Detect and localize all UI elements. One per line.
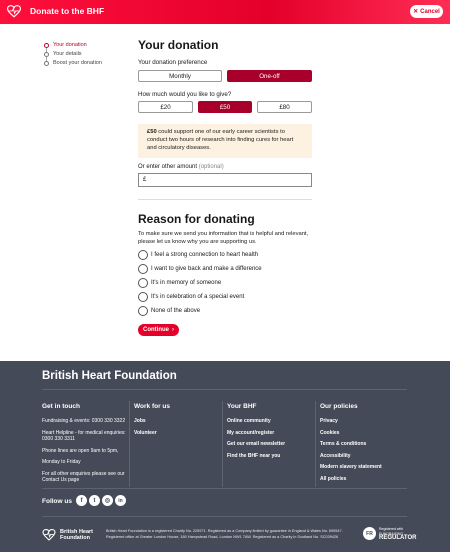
fundraising-regulator-badge[interactable] — [363, 527, 416, 541]
footer-link-all-policies[interactable]: All policies — [320, 475, 347, 482]
radio-button[interactable] — [138, 306, 148, 316]
amount-question: How much would you like to give? — [138, 91, 232, 98]
progress-steps — [44, 42, 102, 69]
twitter-icon[interactable]: t — [89, 495, 100, 506]
radio-button[interactable] — [138, 264, 148, 274]
amount-80-button[interactable]: £80 — [257, 101, 312, 113]
reason-option-memory[interactable] — [138, 277, 221, 288]
radio-button[interactable] — [138, 278, 148, 288]
step-boost-donation — [44, 60, 102, 69]
follow-us-label: Follow us — [42, 498, 72, 505]
cancel-label: Cancel — [420, 8, 440, 15]
footer-link-cookies[interactable]: Cookies — [320, 429, 340, 436]
footer-link-modern-slavery[interactable]: Modern slavery statement — [320, 464, 382, 470]
footer-col-policies — [320, 403, 410, 487]
option-label: It's in celebration of a special event — [151, 293, 245, 300]
continue-label: Continue — [143, 327, 169, 333]
option-label: I want to give back and make a difference — [151, 265, 262, 272]
reason-title: Reason for donating — [138, 212, 255, 226]
impact-text: could support one of our early career scientists to conduct two hours of research into finding cures for heart and circulatory diseases. — [147, 129, 294, 151]
other-amount-text: Or enter other amount — [138, 164, 198, 170]
step-dot-icon — [44, 52, 49, 57]
bhf-logo-icon[interactable] — [42, 529, 56, 541]
footer-divider — [42, 488, 407, 489]
footer-col-heading: Your BHF — [227, 403, 257, 410]
reason-option-give-back[interactable] — [138, 263, 262, 274]
regulator-text — [379, 527, 416, 541]
step-label: Your details — [53, 51, 82, 57]
linkedin-icon[interactable]: in — [115, 495, 126, 506]
impact-info-box — [138, 124, 312, 158]
option-label: None of the above — [151, 307, 201, 314]
footer-text: Heart Helpline - for medical enquiries: 0300 330 3311 — [42, 429, 126, 442]
footer-logo-text: British Heart Foundation — [60, 529, 94, 541]
preference-monthly-button[interactable]: Monthly — [138, 70, 222, 82]
footer-col-separator — [129, 401, 130, 487]
step-dot-icon — [44, 61, 49, 66]
footer-link-terms[interactable]: Terms & conditions — [320, 441, 367, 447]
cancel-button[interactable] — [410, 5, 443, 18]
regulator-small-text: Registered with — [379, 527, 404, 531]
step-your-donation — [44, 42, 102, 51]
radio-button[interactable] — [138, 250, 148, 260]
footer-text: Monday to Friday — [42, 459, 81, 465]
footer-title: British Heart Foundation — [42, 370, 177, 382]
footer-link-volunteer[interactable]: Volunteer — [134, 429, 157, 436]
footer-link-my-account[interactable]: My account/register — [227, 429, 275, 436]
heart-logo-icon[interactable] — [7, 5, 21, 18]
footer-col-separator — [315, 401, 316, 487]
radio-button[interactable] — [138, 292, 148, 302]
continue-button[interactable] — [138, 324, 179, 336]
option-label: I feel a strong connection to heart health — [151, 251, 259, 258]
preference-one-off-button[interactable]: One-off — [227, 70, 312, 82]
footer-link-bhf-near-you[interactable]: Find the BHF near you — [227, 452, 281, 459]
fundraising-regulator-icon: FR — [363, 527, 376, 540]
preference-label: Your donation preference — [138, 59, 208, 66]
donation-title: Your donation — [138, 38, 219, 52]
step-your-details — [44, 51, 102, 60]
reason-option-celebration[interactable] — [138, 291, 244, 302]
footer-col-work-for-us — [134, 403, 214, 441]
top-bar — [0, 0, 450, 24]
page-title: Donate to the BHF — [30, 6, 105, 16]
regulator-mid-text: FUNDRAISING — [379, 531, 404, 536]
footer-text: Fundraising & events: 0300 330 3322 — [42, 418, 126, 424]
footer-divider — [42, 516, 407, 517]
footer-col-separator — [222, 401, 223, 487]
footer-col-heading: Our policies — [320, 403, 358, 410]
instagram-icon[interactable]: ◎ — [102, 495, 113, 506]
footer-col-heading: Get in touch — [42, 403, 80, 410]
footer-col-your-bhf — [227, 403, 312, 464]
regulator-big-text: REGULATOR — [379, 535, 417, 541]
option-label: It's in memory of someone — [151, 279, 222, 286]
site-footer — [0, 361, 450, 552]
reason-option-none[interactable] — [138, 305, 200, 316]
footer-link-online-community[interactable]: Online community — [227, 418, 271, 424]
amount-20-button[interactable]: £20 — [138, 101, 193, 113]
footer-link-accessibility[interactable]: Accessibility — [320, 452, 351, 459]
footer-col-heading: Work for us — [134, 403, 170, 410]
footer-text: Phone lines are open 9am to 5pm, — [42, 447, 119, 454]
close-icon: ✕ — [413, 9, 419, 15]
facebook-icon[interactable]: f — [76, 495, 87, 506]
footer-divider — [42, 389, 407, 390]
footer-link-newsletter[interactable]: Get our email newsletter — [227, 441, 286, 447]
footer-col-get-in-touch — [42, 403, 127, 489]
section-divider — [138, 199, 312, 200]
chevron-right-icon: › — [172, 327, 174, 333]
footer-link-privacy[interactable]: Privacy — [320, 418, 338, 424]
other-amount-input[interactable] — [138, 173, 312, 187]
footer-contact-link[interactable]: For all other enquiries please see our Contact Us page — [42, 470, 125, 483]
other-amount-label — [138, 164, 224, 170]
step-label: Your donation — [53, 42, 87, 48]
impact-amount: £50 — [147, 129, 157, 135]
optional-hint: (optional) — [198, 164, 224, 170]
legal-text: British Heart Foundation is a registered Charity No. 225971. Registered as a Company limited by guarantee in England & Wales No. 699547. Registered office at Greater London House, 180 Hampstead Road, London NW1 7AW. Registered as a Charity in Scotland No. SC039426 — [106, 529, 343, 539]
step-dot-icon — [44, 43, 49, 48]
currency-prefix: £ — [143, 177, 147, 183]
reason-description: To make sure we send you information that is helpful and relevant, please let us know why you are supporting us. — [138, 231, 309, 245]
reason-option-heart-health[interactable] — [138, 249, 258, 260]
footer-link-jobs[interactable]: Jobs — [134, 418, 146, 424]
step-label: Boost your donation — [53, 60, 102, 66]
amount-50-button[interactable]: £50 — [198, 101, 252, 113]
